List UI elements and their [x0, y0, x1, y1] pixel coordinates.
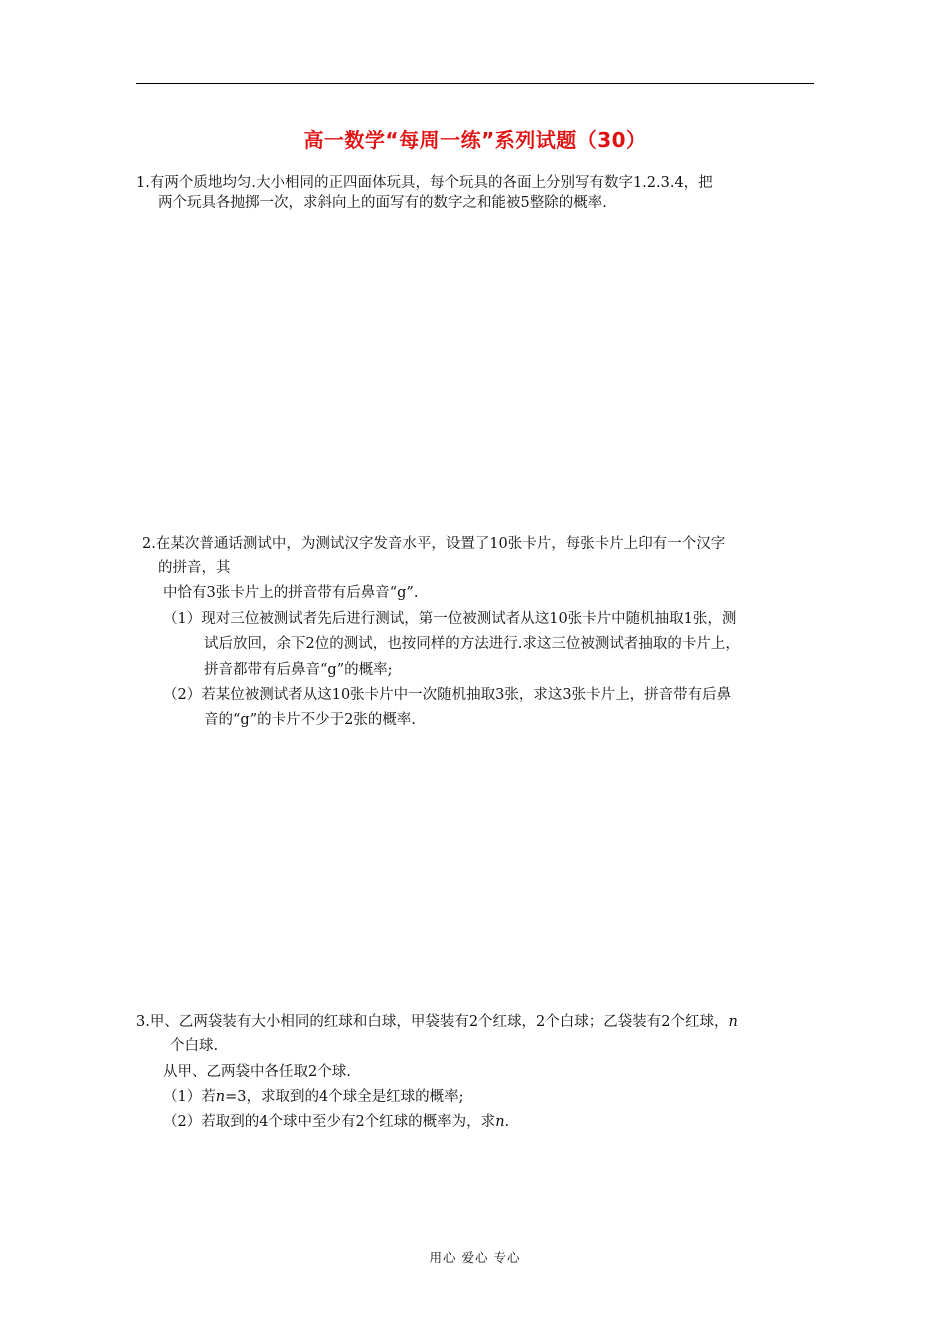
question-3-part-1-prefix: （1）若 — [163, 1089, 216, 1105]
question-1-line-1: 1.有两个质地均匀.大小相同的正四面体玩具，每个玩具的各面上分别写有数字1.2.3.4，把 — [136, 175, 713, 191]
question-3-line-1-text: 3.甲、乙两袋装有大小相同的红球和白球，甲袋装有2个红球，2个白球；乙袋装有2个红球， — [136, 1014, 729, 1030]
variable-n: n — [728, 1014, 738, 1030]
header-rule — [136, 83, 814, 84]
question-2-line-3: 中恰有3张卡片上的拼音带有后鼻音“g”. — [163, 585, 419, 601]
question-3-part-2-prefix: （2）若取到的4个球中至少有2个红球的概率为，求 — [163, 1114, 496, 1130]
variable-n: n — [495, 1114, 505, 1130]
question-2-line-2: 的拼音，其 — [158, 560, 231, 576]
question-3-line-1 — [136, 1012, 738, 1032]
page-footer: 用心 爱心 专心 — [429, 1250, 521, 1265]
question-1-line-2: 两个玩具各抛掷一次，求斜向上的面写有的数字之和能被5整除的概率. — [158, 195, 607, 211]
question-3-part-2 — [163, 1112, 509, 1132]
question-2-part-2-line-1: （2）若某位被测试者从这10张卡片中一次随机抽取3张，求这3张卡片上，拼音带有后鼻 — [163, 687, 732, 703]
question-3-line-2: 个白球. — [170, 1038, 219, 1054]
question-2-line-1: 2.在某次普通话测试中，为测试汉字发音水平，设置了10张卡片，每张卡片上印有一个汉字 — [142, 536, 726, 552]
question-3-part-1 — [163, 1087, 464, 1107]
question-2-part-2-line-2: 音的“g”的卡片不少于2张的概率. — [204, 712, 416, 728]
question-3-part-2-suffix: . — [504, 1114, 510, 1130]
question-3-line-3: 从甲、乙两袋中各任取2个球. — [163, 1064, 351, 1080]
page-title: 高一数学“每周一练”系列试题（30） — [303, 128, 647, 152]
question-2-part-1-line-3: 拼音都带有后鼻音“g”的概率; — [204, 662, 393, 678]
variable-n: n — [215, 1089, 226, 1105]
question-2-part-1-line-1: （1）现对三位被测试者先后进行测试，第一位被测试者从这10张卡片中随机抽取1张，测 — [163, 611, 737, 627]
question-2-part-1-line-2: 试后放回，余下2位的测试，也按同样的方法进行.求这三位被测试者抽取的卡片上， — [204, 636, 740, 652]
question-3-part-1-suffix: =3，求取到的4个球全是红球的概率; — [225, 1089, 464, 1105]
